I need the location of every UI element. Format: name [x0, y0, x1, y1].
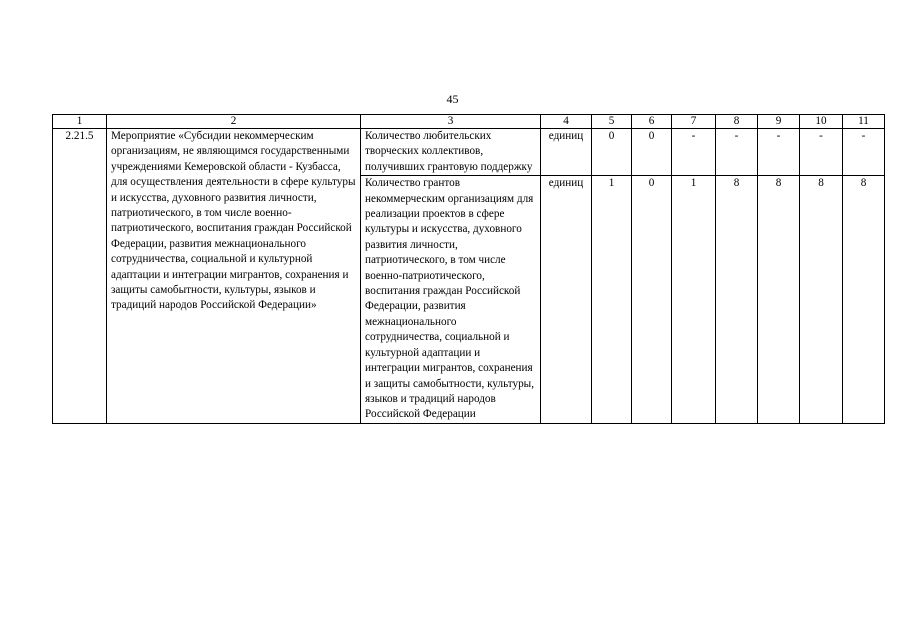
header-col-7: 7: [672, 115, 716, 129]
header-col-6: 6: [632, 115, 672, 129]
indicator-value-5: 1: [592, 176, 632, 424]
indicator-value-9: -: [758, 129, 800, 176]
header-col-10: 10: [800, 115, 843, 129]
table-row: [53, 129, 885, 176]
header-col-11: 11: [843, 115, 885, 129]
header-col-1: 1: [53, 115, 107, 129]
indicator-unit: единиц: [541, 176, 592, 424]
header-col-8: 8: [716, 115, 758, 129]
indicator-value-10: 8: [800, 176, 843, 424]
indicator-value-11: -: [843, 129, 885, 176]
indicator-value-8: 8: [716, 176, 758, 424]
header-col-5: 5: [592, 115, 632, 129]
header-col-3: 3: [361, 115, 541, 129]
table-header-row: [53, 115, 885, 129]
indicator-value-5: 0: [592, 129, 632, 176]
header-col-2: 2: [107, 115, 361, 129]
indicator-value-10: -: [800, 129, 843, 176]
indicator-value-8: -: [716, 129, 758, 176]
header-col-9: 9: [758, 115, 800, 129]
indicator-name: Количество любительских творческих коллективов, получивших грантовую поддержку: [361, 129, 541, 176]
indicator-name: Количество грантов некоммерческим организациям для реализации проектов в сфере культуры и искусства, духовного развития личности, патриотического, в том числе военно-патриотического, воспитания граждан Российской Федерации, развития межнационального сотрудничества, социальной и культурной адаптации и интеграции мигрантов, сохранения и защиты самобытности, культуры, языков и традиций народов Российской Федерации: [361, 176, 541, 424]
row-code: 2.21.5: [53, 129, 107, 424]
indicator-value-6: 0: [632, 129, 672, 176]
indicator-unit: единиц: [541, 129, 592, 176]
indicator-value-6: 0: [632, 176, 672, 424]
indicator-value-9: 8: [758, 176, 800, 424]
indicator-value-11: 8: [843, 176, 885, 424]
header-col-4: 4: [541, 115, 592, 129]
activity-description: Мероприятие «Субсидии некоммерческим организациям, не являющимся государственными учреждениями Кемеровской области - Кузбасса, для осуществления деятельности в сфере культуры и искусства, духовного развития личности, патриотического, в том числе военно-патриотического, воспитания граждан Российской Федерации, развития межнационального сотрудничества, социальной и культурной адаптации и интеграции мигрантов, сохранения и защиты самобытности, культуры, языков и традиций народов Российской Федерации»: [107, 129, 361, 424]
indicators-table: [52, 114, 885, 424]
page-number: 45: [446, 92, 459, 106]
indicator-value-7: -: [672, 129, 716, 176]
indicator-value-7: 1: [672, 176, 716, 424]
